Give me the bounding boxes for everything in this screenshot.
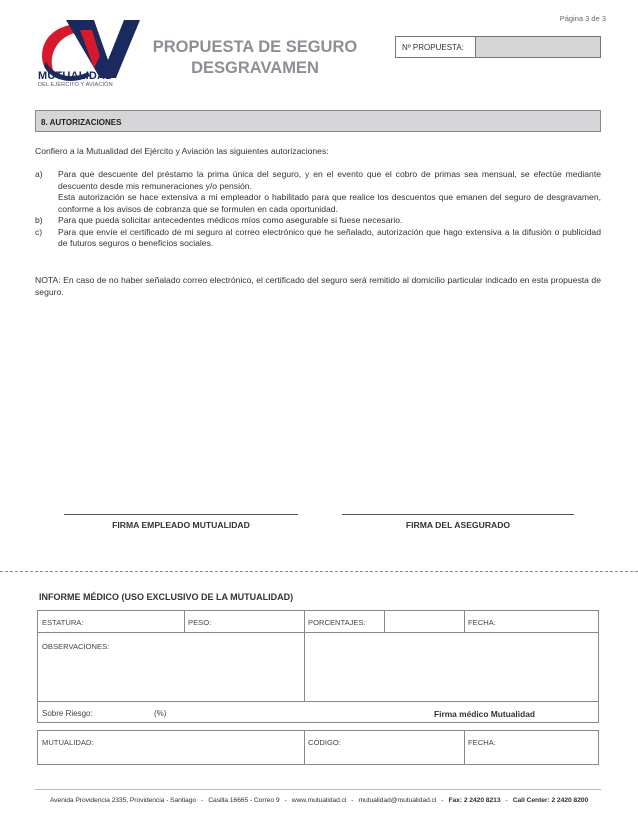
footer-fax-label: Fax: bbox=[448, 797, 463, 804]
sobre-riesgo-label: Sobre Riesgo: bbox=[42, 709, 93, 718]
footer-address: Avenida Providencia 2335, Providencia - Santiago bbox=[49, 797, 197, 804]
footer: Avenida Providencia 2335, Providencia - Santiago - Casilla 16665 - Correo 9 - www.mutualidad.cl - mutualidad@mutualidad.cl - Fax: 2 2420 8213 - Call Center: 2 2420 8200 bbox=[49, 797, 589, 804]
item-text: Para que envíe el certificado de mi seguro al correo electrónico que he señalado, autorización que hago extensiva a la difusión o publicidad de futuros seguros o beneficios sociales. bbox=[58, 226, 601, 248]
intro-paragraph: Confiero a la Mutualidad del Ejército y Aviación las siguientes autorizaciones: bbox=[35, 146, 329, 156]
fecha-label: FECHA: bbox=[468, 618, 496, 627]
medico-signature-area[interactable] bbox=[305, 633, 598, 701]
page-number: Página 3 de 3 bbox=[559, 14, 606, 23]
item-text: Esta autorización se hace extensiva a mi empleador o habilitado para que realice los descuentos que emanen del seguro de desgravamen, conforme a los avisos de cobranza que se formulen en cada oportunidad. bbox=[58, 192, 601, 214]
document-title-line1: PROPUESTA DE SEGURO bbox=[152, 38, 358, 56]
footer-email-link[interactable]: mutualidad@mutualidad.cl bbox=[358, 797, 437, 804]
authorization-item bbox=[35, 192, 601, 215]
peso-label: PESO: bbox=[188, 618, 212, 627]
signature-line-insured[interactable] bbox=[342, 514, 574, 515]
dashed-separator bbox=[0, 571, 638, 572]
mutualidad-label: MUTUALIDAD: bbox=[42, 738, 94, 747]
svg-text:1917: 1917 bbox=[53, 56, 70, 72]
observaciones-field[interactable] bbox=[38, 649, 304, 701]
signature-label-employee: FIRMA EMPLEADO MUTUALIDAD bbox=[112, 520, 250, 530]
item-letter: b) bbox=[35, 215, 43, 225]
item-text: Para que pueda solicitar antecedentes médicos míos como asegurable si fuese necesario. bbox=[58, 215, 403, 225]
firma-medico-label: Firma médico Mutualidad bbox=[434, 709, 535, 719]
col-divider bbox=[184, 611, 185, 632]
authorization-list bbox=[35, 169, 601, 250]
authorization-item bbox=[35, 227, 601, 250]
medical-report-table bbox=[37, 610, 599, 723]
mutualidad-table bbox=[37, 730, 599, 765]
logo-name: MUTUALIDAD bbox=[38, 70, 114, 82]
footer-web-link[interactable]: www.mutualidad.cl bbox=[291, 797, 347, 804]
document-title bbox=[150, 37, 360, 79]
col-divider bbox=[464, 731, 465, 764]
footer-call-label: Call Center: bbox=[512, 797, 550, 804]
estatura-field[interactable] bbox=[98, 611, 184, 632]
section-title: 8. AUTORIZACIONES bbox=[35, 110, 601, 132]
item-letter bbox=[35, 192, 58, 215]
col-divider bbox=[464, 611, 465, 632]
porcentajes-label: PORCENTAJES: bbox=[308, 618, 366, 627]
propuesta-label: Nº PROPUESTA: bbox=[396, 37, 476, 57]
footer-casilla: Casilla 16665 - Correo 9 bbox=[208, 797, 280, 804]
footer-call: 2 2420 8200 bbox=[551, 797, 589, 804]
logo-subtitle: DEL EJÉRCITO Y AVIACIÓN bbox=[38, 82, 113, 88]
document-title-line2: DESGRAVAMEN bbox=[191, 59, 319, 77]
signature-line-employee[interactable] bbox=[64, 514, 298, 515]
estatura-label: ESTATURA: bbox=[42, 618, 84, 627]
informe-title: INFORME MÉDICO (USO EXCLUSIVO DE LA MUTUALIDAD) bbox=[39, 592, 294, 602]
codigo-field[interactable] bbox=[305, 745, 464, 764]
fecha-field-2[interactable] bbox=[465, 745, 598, 764]
fecha-field[interactable] bbox=[510, 611, 598, 632]
item-letter: c) bbox=[35, 226, 43, 237]
footer-divider bbox=[35, 789, 601, 790]
porcentajes-field[interactable] bbox=[384, 611, 464, 632]
authorization-item bbox=[35, 215, 601, 227]
sobre-riesgo-percent: (%) bbox=[154, 709, 167, 718]
footer-fax: 2 2420 8213 bbox=[463, 797, 501, 804]
codigo-label: CÓDIGO: bbox=[308, 738, 341, 747]
mutualidad-field[interactable] bbox=[38, 745, 304, 764]
propuesta-box bbox=[395, 36, 601, 58]
item-text: Para que descuente del préstamo la prima única del seguro, y en el evento que el cobro de primas sea mensual, se efectúe mediante descuento desde mis remuneraciones y/o pensión. bbox=[58, 169, 601, 191]
fecha-label-2: FECHA: bbox=[468, 738, 496, 747]
nota-paragraph: NOTA: En caso de no haber señalado correo electrónico, el certificado del seguro será remitido al domicilio particular indicado en esta propuesta de seguro. bbox=[35, 275, 601, 297]
signature-label-insured: FIRMA DEL ASEGURADO bbox=[405, 520, 511, 530]
propuesta-field[interactable] bbox=[476, 37, 600, 57]
peso-field[interactable] bbox=[218, 611, 304, 632]
col-divider bbox=[304, 731, 305, 764]
authorization-item bbox=[35, 169, 601, 192]
item-letter: a) bbox=[35, 169, 43, 179]
col-divider bbox=[384, 611, 385, 632]
observaciones-label: OBSERVACIONES: bbox=[42, 642, 110, 651]
